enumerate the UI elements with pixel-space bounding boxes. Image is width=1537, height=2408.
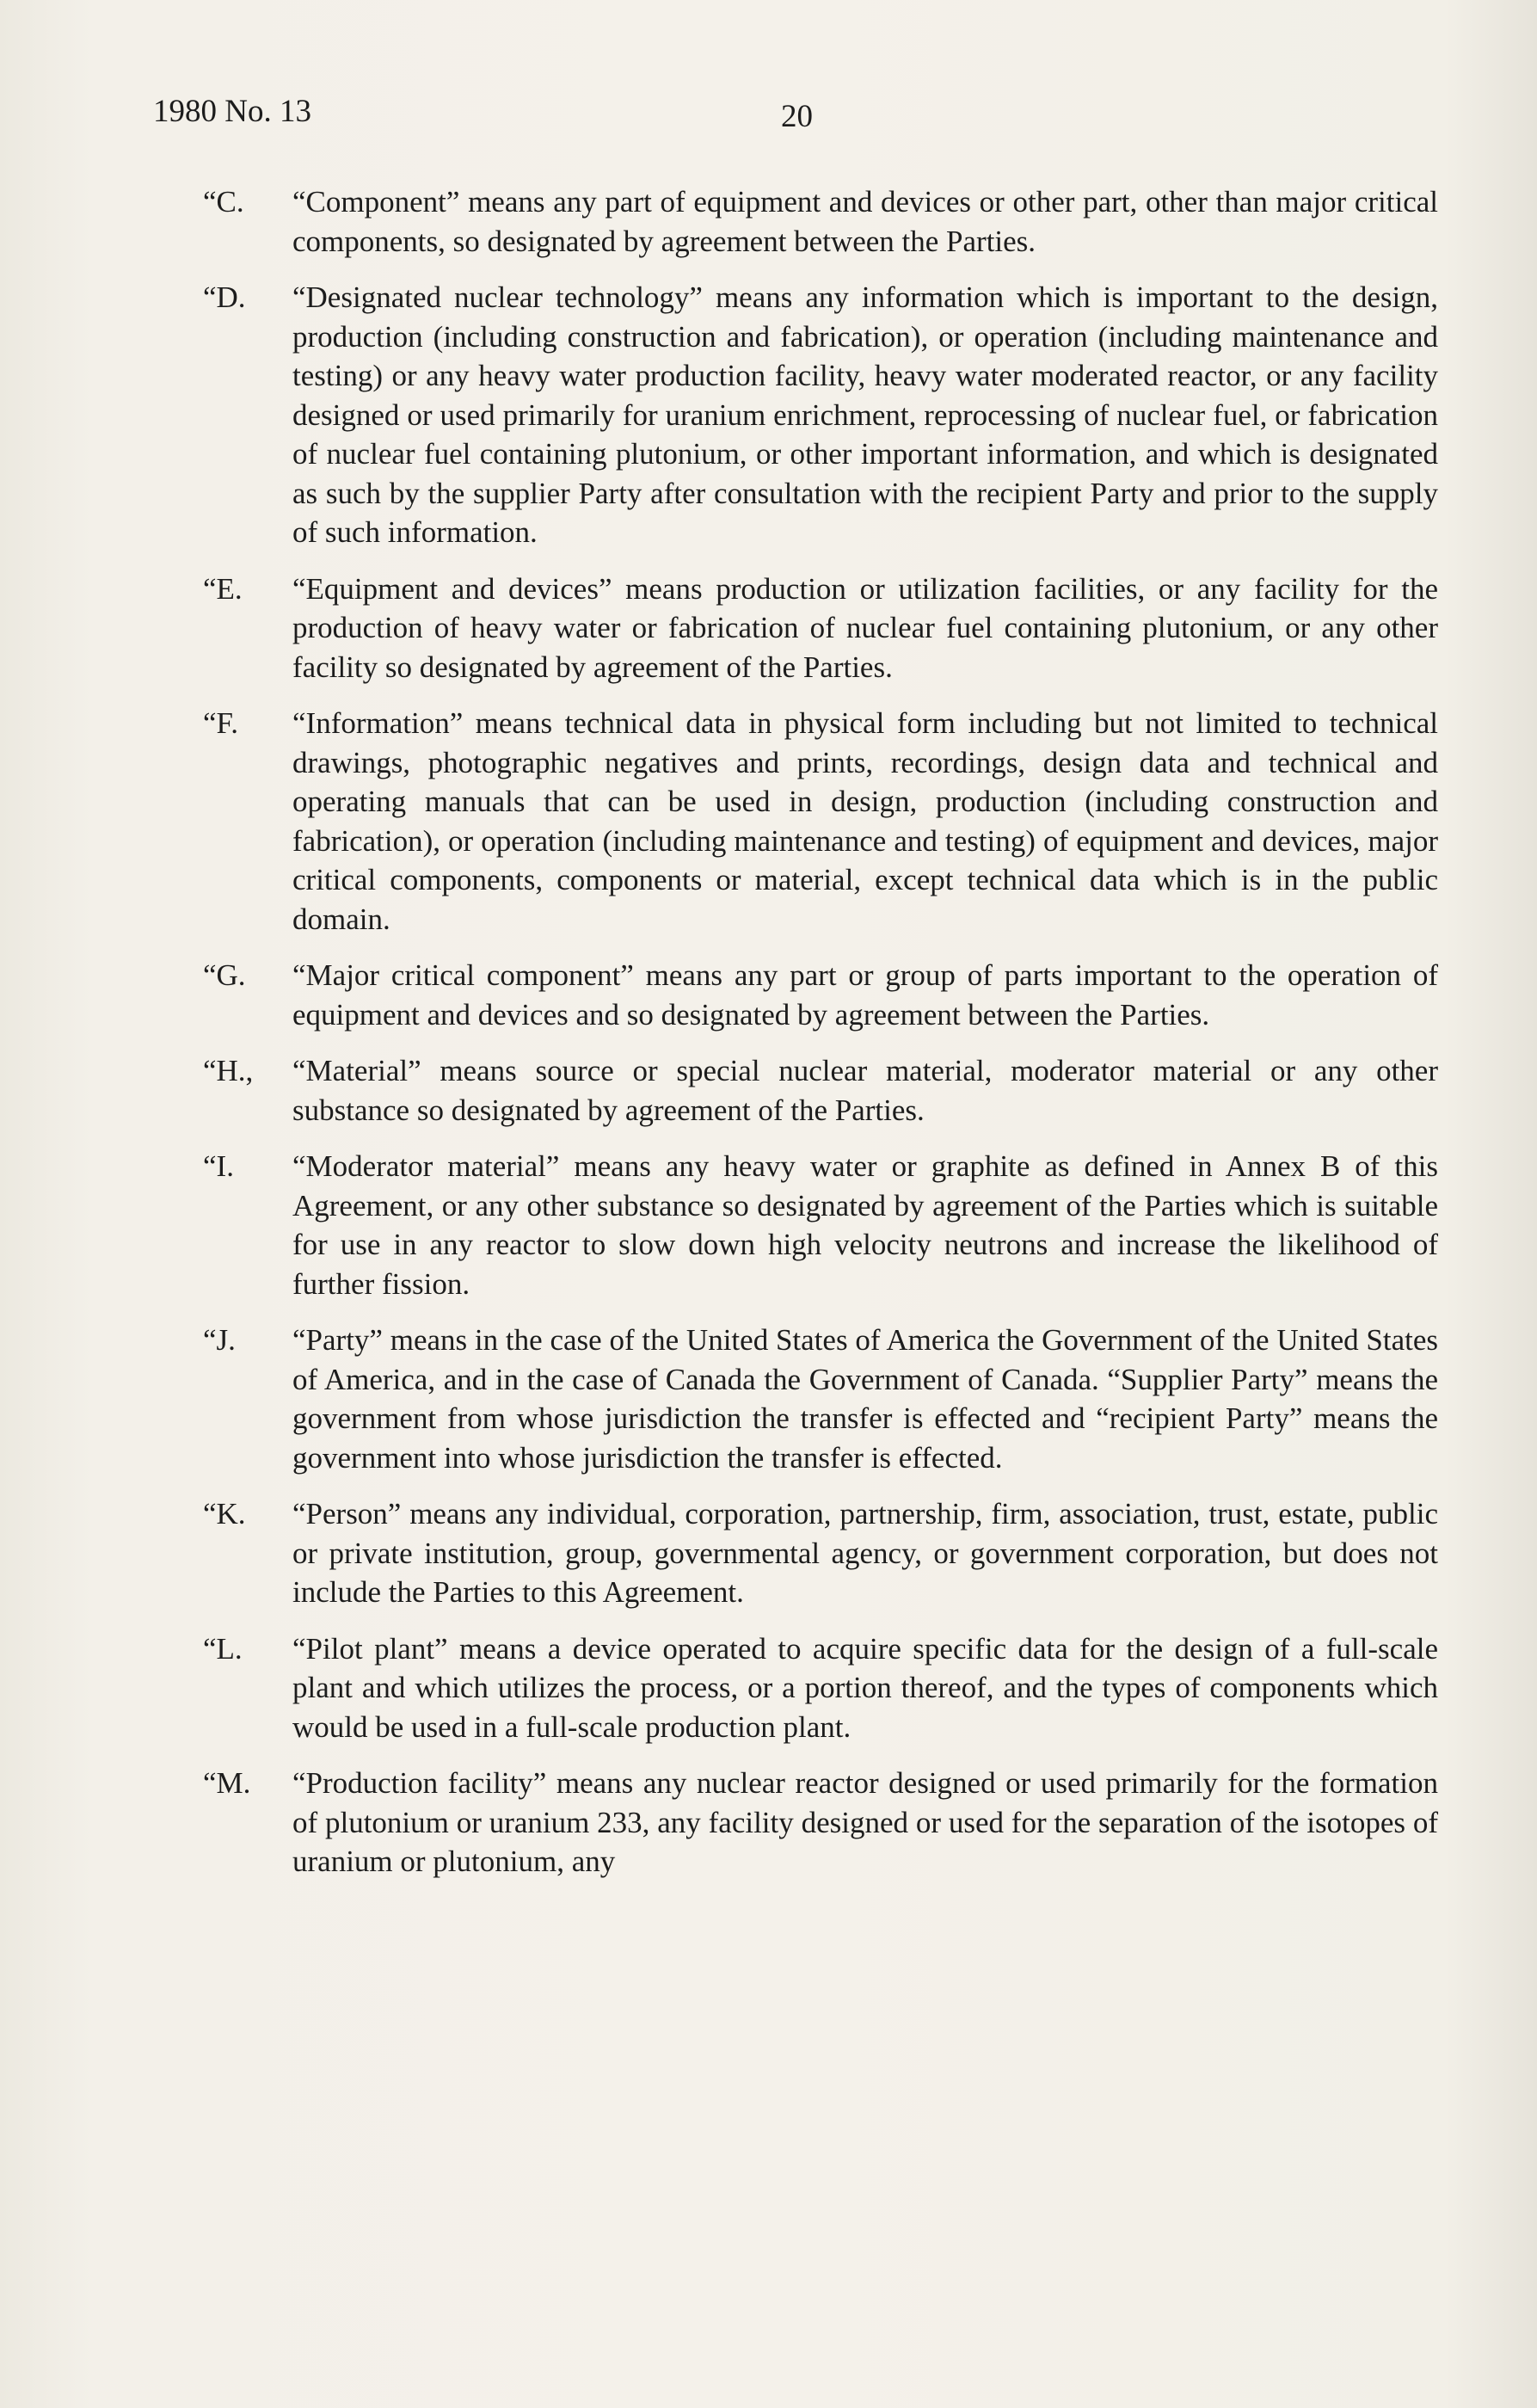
definition-k: [203, 1494, 1438, 1612]
definition-text: “Material” means source or special nuclear material, moderator material or any other substance so designated by agreement of the Parties.: [292, 1054, 1438, 1127]
definition-d: [203, 278, 1438, 552]
definition-letter: “J.: [203, 1323, 236, 1357]
definition-letter: “H.,: [203, 1054, 254, 1087]
definition-letter: “D.: [203, 280, 246, 314]
definition-m: [203, 1764, 1438, 1881]
definition-text: “Party” means in the case of the United States of America the Government of the United States of America, and in the case of Canada the Government of Canada. “Supplier Party” means the government from whose jurisdiction the transfer is effected and “recipient Party” means the government into whose jurisdiction the transfer is effected.: [292, 1323, 1438, 1475]
definition-h: [203, 1051, 1438, 1130]
definition-l: [203, 1629, 1438, 1747]
definition-letter: “F.: [203, 706, 238, 740]
definition-g: [203, 956, 1438, 1034]
definition-i: [203, 1147, 1438, 1303]
definition-letter: “L.: [203, 1631, 243, 1666]
definition-j: [203, 1321, 1438, 1477]
definition-text: “Moderator material” means any heavy water or graphite as defined in Annex B of this Agreement, or any other substance so designated by agreement of the Parties which is suitable for use in any reactor to slow down high velocity neutrons and increase the likelihood of further fission.: [292, 1149, 1438, 1301]
definition-text: “Information” means technical data in physical form including but not limited to technical drawings, photographic negatives and prints, recordings, design data and technical and operating manuals that can be used in design, production (including construction and fabrication), or operation (including maintenance and testing) of equipment and devices, major critical components, components or material, except technical data which is in the public domain.: [292, 706, 1438, 936]
definition-letter: “E.: [203, 571, 243, 606]
header-year-number: 1980 No. 13: [153, 94, 311, 129]
page-header: [153, 93, 1443, 145]
definition-letter: “I.: [203, 1149, 234, 1183]
definition-text: “Component” means any part of equipment and devices or other part, other than major critical components, so designated by agreement between the Parties.: [292, 185, 1438, 258]
definition-text: “Person” means any individual, corporation, partnership, firm, association, trust, estate, public or private institution, group, governmental agency, or government corporation, but does not include the Parties to this Agreement.: [292, 1497, 1438, 1609]
definition-text: “Designated nuclear technology” means any information which is important to the design, production (including construction and fabrication), or operation (including maintenance and testing) or any heavy water production facility, heavy water moderated reactor, or any facility designed or used primarily for uranium enrichment, reprocessing of nuclear fuel, or fabrication of nuclear fuel containing plutonium, or other important information, and which is designated as such by the supplier Party after consultation with the recipient Party and prior to the supply of such information.: [292, 280, 1438, 549]
definition-letter: “M.: [203, 1766, 251, 1800]
definition-f: [203, 704, 1438, 939]
definition-letter: “G.: [203, 958, 246, 992]
definition-text: “Major critical component” means any part or group of parts important to the operation of equipment and devices and so designated by agreement between the Parties.: [292, 958, 1438, 1032]
definition-text: “Production facility” means any nuclear reactor designed or used primarily for the formation of plutonium or uranium 233, any facility designed or used for the separation of the isotopes of uranium or plutonium, any: [292, 1766, 1438, 1878]
definitions-list: [203, 182, 1438, 1899]
page-number: 20: [781, 99, 813, 134]
definition-letter: “K.: [203, 1497, 246, 1530]
definition-text: “Equipment and devices” means production or utilization facilities, or any facility for the production of heavy water or fabrication of nuclear fuel containing plutonium, or any other facility so designated by agreement of the Parties.: [292, 571, 1438, 684]
definition-e: [203, 570, 1438, 687]
definition-c: [203, 182, 1438, 261]
definition-letter: “C.: [203, 185, 244, 219]
definition-text: “Pilot plant” means a device operated to acquire specific data for the design of a full-scale plant and which utilizes the process, or a portion thereof, and the types of components which would be used in a full-scale production plant.: [292, 1631, 1438, 1744]
